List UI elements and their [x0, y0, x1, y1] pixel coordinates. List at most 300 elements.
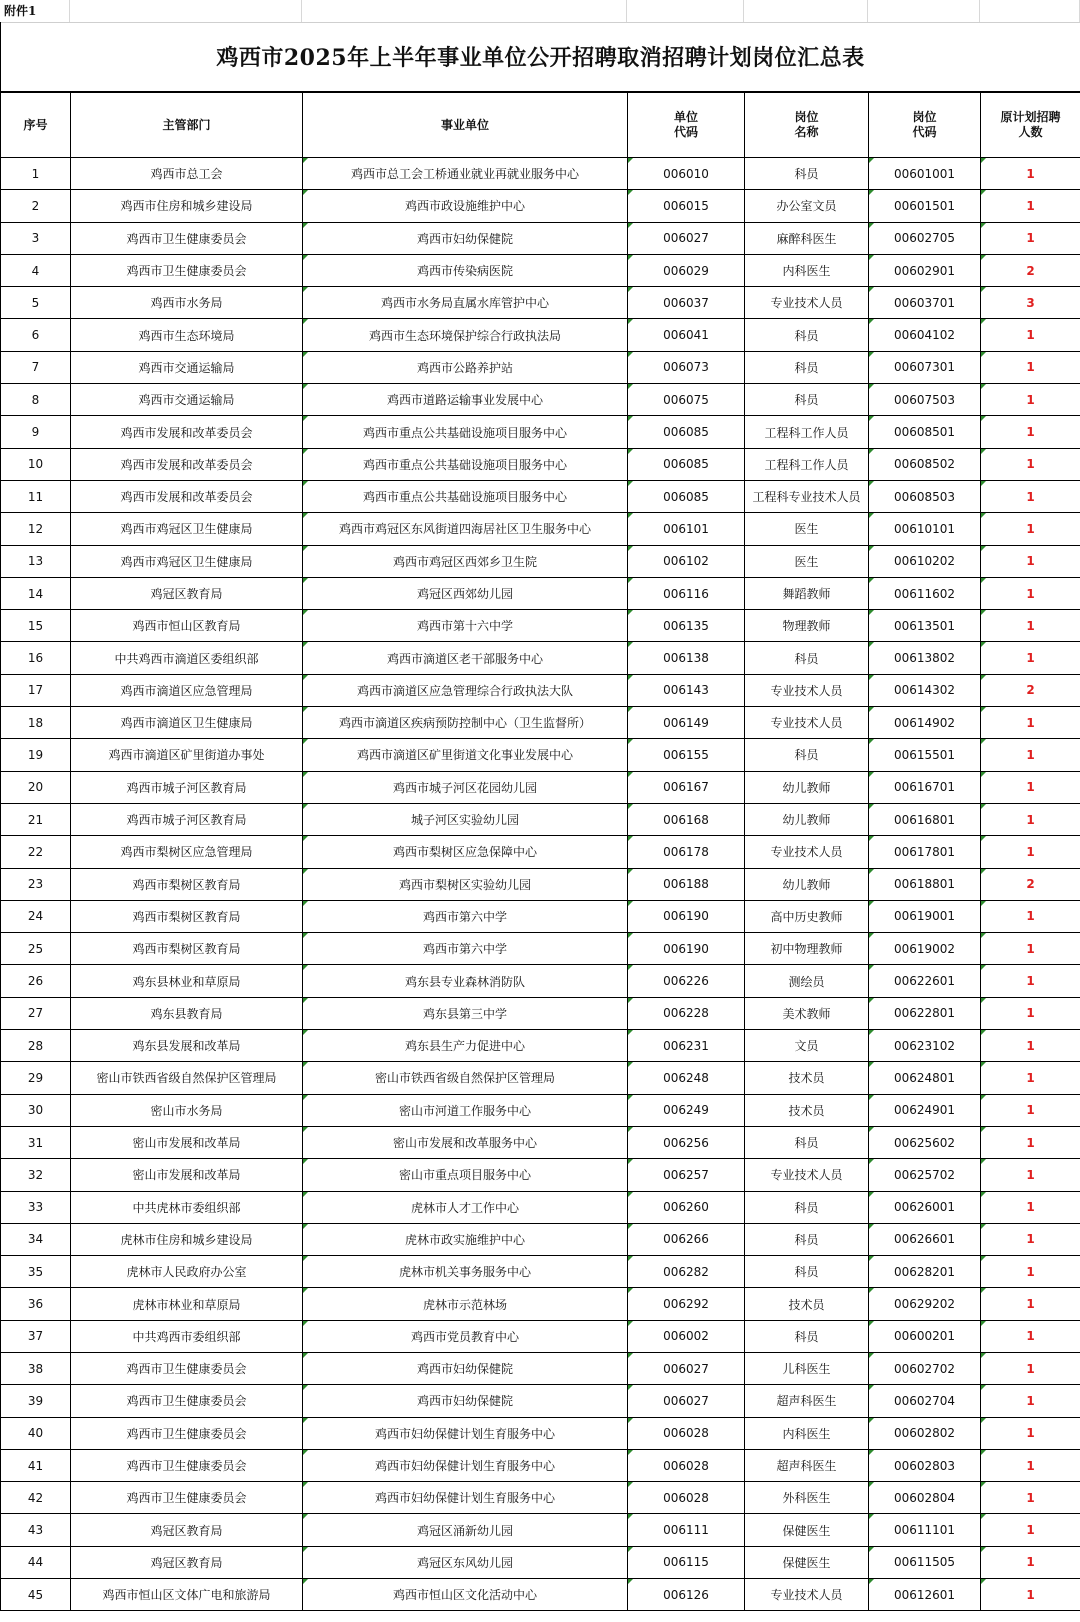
cell-dept: 鸡冠区教育局	[71, 577, 303, 609]
cell-post-code: 00603701	[869, 287, 981, 319]
cell-seq: 43	[1, 1514, 71, 1546]
cell-seq: 21	[1, 803, 71, 835]
table-row	[1, 513, 1080, 545]
cell-count: 1	[981, 1514, 1080, 1546]
header-post-code-line1: 岗位	[912, 110, 937, 124]
cell-post-name: 医生	[745, 545, 869, 577]
table-row	[1, 610, 1080, 642]
cell-seq: 12	[1, 513, 71, 545]
cell-dept: 中共鸡西市滴道区委组织部	[71, 642, 303, 674]
cell-unit-code: 006149	[628, 707, 745, 739]
cell-post-name: 科员	[745, 384, 869, 416]
cell-unit-code: 006073	[628, 351, 745, 383]
cell-post-name: 幼儿教师	[745, 771, 869, 803]
table-row	[1, 933, 1080, 965]
positions-table	[0, 92, 1080, 1611]
cell-count: 1	[981, 158, 1080, 190]
header-post-name	[745, 93, 869, 158]
cell-post-name: 高中历史教师	[745, 900, 869, 932]
cell-unit-code: 006135	[628, 610, 745, 642]
cell-post-name: 内科医生	[745, 254, 869, 286]
cell-seq: 8	[1, 384, 71, 416]
cell-count: 1	[981, 1288, 1080, 1320]
table-row	[1, 1094, 1080, 1126]
cell-unit-code: 006015	[628, 190, 745, 222]
cell-dept: 鸡西市城子河区教育局	[71, 803, 303, 835]
cell-unit: 鸡西市重点公共基础设施项目服务中心	[303, 448, 628, 480]
cell-dept: 鸡西市卫生健康委员会	[71, 1385, 303, 1417]
cell-post-name: 美术教师	[745, 997, 869, 1029]
cell-count: 1	[981, 771, 1080, 803]
header-count	[981, 93, 1080, 158]
cell-post-code: 00607301	[869, 351, 981, 383]
cell-unit-code: 006002	[628, 1320, 745, 1352]
cell-post-code: 00611505	[869, 1546, 981, 1578]
empty-cell	[868, 0, 980, 22]
header-unit-code-line1: 单位	[673, 110, 698, 124]
cell-unit: 鸡西市生态环境保护综合行政执法局	[303, 319, 628, 351]
header-post-code	[869, 93, 981, 158]
cell-seq: 42	[1, 1482, 71, 1514]
cell-count: 1	[981, 1094, 1080, 1126]
cell-post-code: 00608501	[869, 416, 981, 448]
cell-seq: 45	[1, 1579, 71, 1611]
cell-seq: 10	[1, 448, 71, 480]
cell-count: 1	[981, 480, 1080, 512]
cell-unit-code: 006085	[628, 480, 745, 512]
cell-count: 1	[981, 1062, 1080, 1094]
table-row	[1, 1191, 1080, 1223]
cell-dept: 鸡西市鸡冠区卫生健康局	[71, 513, 303, 545]
cell-dept: 中共鸡西市委组织部	[71, 1320, 303, 1352]
cell-seq: 17	[1, 674, 71, 706]
cell-count: 1	[981, 1352, 1080, 1384]
cell-post-name: 专业技术人员	[745, 1579, 869, 1611]
header-count-line2: 人数	[1018, 125, 1043, 139]
cell-dept: 鸡东县发展和改革局	[71, 1030, 303, 1062]
cell-post-name: 工程科专业技术人员	[745, 480, 869, 512]
table-row	[1, 868, 1080, 900]
cell-post-name: 幼儿教师	[745, 803, 869, 835]
header-seq: 序号	[1, 93, 71, 158]
cell-count: 1	[981, 642, 1080, 674]
cell-unit: 鸡西市水务局直属水库管护中心	[303, 287, 628, 319]
cell-dept: 密山市发展和改革局	[71, 1159, 303, 1191]
table-row	[1, 1159, 1080, 1191]
cell-count: 1	[981, 1579, 1080, 1611]
cell-dept: 虎林市林业和草原局	[71, 1288, 303, 1320]
header-unit-code-line2: 代码	[673, 125, 698, 139]
table-row	[1, 448, 1080, 480]
table-row	[1, 707, 1080, 739]
cell-count: 2	[981, 674, 1080, 706]
cell-seq: 3	[1, 222, 71, 254]
cell-unit-code: 006228	[628, 997, 745, 1029]
cell-dept: 鸡冠区教育局	[71, 1546, 303, 1578]
cell-count: 1	[981, 1417, 1080, 1449]
table-row	[1, 997, 1080, 1029]
cell-dept: 鸡西市城子河区教育局	[71, 771, 303, 803]
cell-seq: 36	[1, 1288, 71, 1320]
cell-unit-code: 006248	[628, 1062, 745, 1094]
cell-seq: 44	[1, 1546, 71, 1578]
cell-unit-code: 006028	[628, 1417, 745, 1449]
cell-unit-code: 006168	[628, 803, 745, 835]
cell-post-name: 技术员	[745, 1094, 869, 1126]
cell-unit-code: 006102	[628, 545, 745, 577]
cell-seq: 39	[1, 1385, 71, 1417]
cell-unit: 虎林市机关事务服务中心	[303, 1256, 628, 1288]
header-unit-code	[628, 93, 745, 158]
cell-count: 1	[981, 997, 1080, 1029]
cell-unit-code: 006292	[628, 1288, 745, 1320]
cell-unit-code: 006178	[628, 836, 745, 868]
cell-dept: 鸡西市滴道区矿里街道办事处	[71, 739, 303, 771]
title-row	[0, 22, 1080, 92]
cell-unit: 鸡西市妇幼保健院	[303, 1385, 628, 1417]
cell-unit: 鸡西市滴道区矿里街道文化事业发展中心	[303, 739, 628, 771]
cell-dept: 鸡西市鸡冠区卫生健康局	[71, 545, 303, 577]
cell-dept: 鸡西市卫生健康委员会	[71, 254, 303, 286]
cell-post-code: 00604102	[869, 319, 981, 351]
cell-dept: 鸡东县教育局	[71, 997, 303, 1029]
cell-dept: 鸡冠区教育局	[71, 1514, 303, 1546]
cell-dept: 鸡西市交通运输局	[71, 384, 303, 416]
cell-post-code: 00614302	[869, 674, 981, 706]
header-post-code-line2: 代码	[912, 125, 937, 139]
cell-dept: 鸡西市发展和改革委员会	[71, 416, 303, 448]
cell-unit-code: 006257	[628, 1159, 745, 1191]
table-row	[1, 1256, 1080, 1288]
cell-dept: 鸡西市卫生健康委员会	[71, 1352, 303, 1384]
cell-post-name: 科员	[745, 1256, 869, 1288]
cell-unit: 鸡西市梨树区应急保障中心	[303, 836, 628, 868]
cell-unit: 虎林市人才工作中心	[303, 1191, 628, 1223]
table-row	[1, 1126, 1080, 1158]
cell-unit: 鸡冠区西郊幼儿园	[303, 577, 628, 609]
cell-post-code: 00616701	[869, 771, 981, 803]
cell-unit-code: 006085	[628, 416, 745, 448]
cell-unit: 密山市河道工作服务中心	[303, 1094, 628, 1126]
cell-post-name: 医生	[745, 513, 869, 545]
cell-seq: 22	[1, 836, 71, 868]
annex-label: 附件1	[0, 0, 70, 22]
header-row	[1, 93, 1080, 158]
table-row	[1, 674, 1080, 706]
cell-post-code: 00626601	[869, 1223, 981, 1255]
cell-unit-code: 006027	[628, 1352, 745, 1384]
cell-count: 1	[981, 384, 1080, 416]
cell-post-name: 专业技术人员	[745, 674, 869, 706]
cell-post-code: 00624901	[869, 1094, 981, 1126]
cell-count: 1	[981, 351, 1080, 383]
cell-dept: 鸡西市卫生健康委员会	[71, 1417, 303, 1449]
cell-seq: 2	[1, 190, 71, 222]
table-row	[1, 642, 1080, 674]
cell-dept: 鸡西市滴道区卫生健康局	[71, 707, 303, 739]
cell-post-code: 00619001	[869, 900, 981, 932]
table-row	[1, 158, 1080, 190]
table-row	[1, 836, 1080, 868]
table-row	[1, 803, 1080, 835]
cell-dept: 鸡西市总工会	[71, 158, 303, 190]
cell-count: 1	[981, 1449, 1080, 1481]
cell-post-name: 物理教师	[745, 610, 869, 642]
table-row	[1, 1288, 1080, 1320]
cell-count: 1	[981, 416, 1080, 448]
cell-unit: 鸡西市梨树区实验幼儿园	[303, 868, 628, 900]
cell-dept: 鸡西市梨树区教育局	[71, 933, 303, 965]
page-title: 鸡西市2025年上半年事业单位公开招聘取消招聘计划岗位汇总表	[216, 45, 865, 71]
cell-unit: 鸡西市妇幼保健计划生育服务中心	[303, 1449, 628, 1481]
cell-unit-code: 006010	[628, 158, 745, 190]
table-row	[1, 416, 1080, 448]
cell-unit-code: 006126	[628, 1579, 745, 1611]
cell-unit-code: 006266	[628, 1223, 745, 1255]
cell-count: 1	[981, 319, 1080, 351]
table-row	[1, 351, 1080, 383]
cell-seq: 20	[1, 771, 71, 803]
cell-unit-code: 006190	[628, 933, 745, 965]
cell-count: 1	[981, 190, 1080, 222]
cell-post-name: 专业技术人员	[745, 707, 869, 739]
cell-post-code: 00617801	[869, 836, 981, 868]
cell-dept: 鸡西市水务局	[71, 287, 303, 319]
cell-seq: 11	[1, 480, 71, 512]
cell-post-name: 专业技术人员	[745, 287, 869, 319]
header-post-name-line2: 名称	[794, 125, 819, 139]
cell-unit-code: 006143	[628, 674, 745, 706]
cell-unit-code: 006041	[628, 319, 745, 351]
cell-post-code: 00629202	[869, 1288, 981, 1320]
cell-unit: 鸡西市公路养护站	[303, 351, 628, 383]
cell-seq: 15	[1, 610, 71, 642]
cell-seq: 31	[1, 1126, 71, 1158]
cell-unit-code: 006085	[628, 448, 745, 480]
table-row	[1, 1320, 1080, 1352]
cell-post-name: 科员	[745, 158, 869, 190]
cell-count: 1	[981, 739, 1080, 771]
cell-count: 2	[981, 868, 1080, 900]
cell-unit-code: 006027	[628, 1385, 745, 1417]
cell-post-code: 00623102	[869, 1030, 981, 1062]
cell-count: 1	[981, 803, 1080, 835]
cell-unit: 鸡西市道路运输事业发展中心	[303, 384, 628, 416]
table-row	[1, 545, 1080, 577]
cell-post-name: 科员	[745, 739, 869, 771]
cell-post-code: 00601501	[869, 190, 981, 222]
annex-row	[0, 0, 1080, 23]
cell-unit: 虎林市政实施维护中心	[303, 1223, 628, 1255]
cell-unit-code: 006111	[628, 1514, 745, 1546]
table-row	[1, 1482, 1080, 1514]
cell-post-name: 超声科医生	[745, 1385, 869, 1417]
empty-cell	[302, 0, 627, 22]
cell-count: 1	[981, 1546, 1080, 1578]
cell-unit: 鸡东县第三中学	[303, 997, 628, 1029]
cell-count: 1	[981, 900, 1080, 932]
cell-count: 1	[981, 1385, 1080, 1417]
cell-count: 1	[981, 1223, 1080, 1255]
cell-unit: 鸡西市妇幼保健计划生育服务中心	[303, 1482, 628, 1514]
table-row	[1, 287, 1080, 319]
table-row	[1, 739, 1080, 771]
cell-post-name: 保健医生	[745, 1514, 869, 1546]
cell-unit-code: 006116	[628, 577, 745, 609]
cell-unit-code: 006138	[628, 642, 745, 674]
cell-dept: 鸡西市发展和改革委员会	[71, 480, 303, 512]
cell-post-name: 初中物理教师	[745, 933, 869, 965]
cell-dept: 鸡西市恒山区教育局	[71, 610, 303, 642]
cell-dept: 鸡西市恒山区文体广电和旅游局	[71, 1579, 303, 1611]
cell-post-name: 专业技术人员	[745, 836, 869, 868]
empty-cell	[627, 0, 744, 22]
cell-post-code: 00602702	[869, 1352, 981, 1384]
cell-seq: 41	[1, 1449, 71, 1481]
table-row	[1, 1385, 1080, 1417]
cell-post-code: 00602901	[869, 254, 981, 286]
cell-unit-code: 006190	[628, 900, 745, 932]
cell-seq: 30	[1, 1094, 71, 1126]
cell-seq: 33	[1, 1191, 71, 1223]
cell-count: 1	[981, 610, 1080, 642]
table-row	[1, 1514, 1080, 1546]
cell-unit-code: 006029	[628, 254, 745, 286]
cell-unit-code: 006249	[628, 1094, 745, 1126]
cell-post-name: 科员	[745, 351, 869, 383]
table-row	[1, 900, 1080, 932]
cell-post-code: 00624801	[869, 1062, 981, 1094]
cell-dept: 鸡西市生态环境局	[71, 319, 303, 351]
cell-seq: 1	[1, 158, 71, 190]
cell-count: 1	[981, 1320, 1080, 1352]
cell-post-name: 科员	[745, 1320, 869, 1352]
cell-count: 1	[981, 513, 1080, 545]
cell-unit: 鸡西市第十六中学	[303, 610, 628, 642]
cell-post-code: 00622801	[869, 997, 981, 1029]
cell-count: 1	[981, 1191, 1080, 1223]
cell-seq: 4	[1, 254, 71, 286]
cell-unit: 密山市发展和改革服务中心	[303, 1126, 628, 1158]
cell-unit: 鸡西市党员教育中心	[303, 1320, 628, 1352]
cell-post-code: 00616801	[869, 803, 981, 835]
cell-dept: 鸡西市梨树区应急管理局	[71, 836, 303, 868]
cell-count: 1	[981, 577, 1080, 609]
cell-unit: 虎林市示范林场	[303, 1288, 628, 1320]
cell-post-code: 00608502	[869, 448, 981, 480]
cell-post-name: 超声科医生	[745, 1449, 869, 1481]
table-row	[1, 965, 1080, 997]
empty-cell	[980, 0, 1080, 22]
cell-unit-code: 006260	[628, 1191, 745, 1223]
cell-dept: 鸡东县林业和草原局	[71, 965, 303, 997]
cell-dept: 中共虎林市委组织部	[71, 1191, 303, 1223]
cell-post-name: 技术员	[745, 1288, 869, 1320]
cell-post-code: 00607503	[869, 384, 981, 416]
cell-dept: 鸡西市发展和改革委员会	[71, 448, 303, 480]
cell-seq: 26	[1, 965, 71, 997]
cell-unit-code: 006167	[628, 771, 745, 803]
cell-seq: 34	[1, 1223, 71, 1255]
table-row	[1, 1579, 1080, 1611]
cell-unit-code: 006115	[628, 1546, 745, 1578]
cell-count: 1	[981, 707, 1080, 739]
cell-unit: 鸡西市重点公共基础设施项目服务中心	[303, 480, 628, 512]
cell-unit: 城子河区实验幼儿园	[303, 803, 628, 835]
cell-dept: 密山市铁西省级自然保护区管理局	[71, 1062, 303, 1094]
header-post-name-line1: 岗位	[794, 110, 819, 124]
cell-dept: 密山市发展和改革局	[71, 1126, 303, 1158]
cell-unit-code: 006028	[628, 1482, 745, 1514]
cell-seq: 25	[1, 933, 71, 965]
header-dept: 主管部门	[71, 93, 303, 158]
cell-post-code: 00602804	[869, 1482, 981, 1514]
cell-post-code: 00613501	[869, 610, 981, 642]
cell-unit-code: 006231	[628, 1030, 745, 1062]
cell-unit-code: 006155	[628, 739, 745, 771]
cell-unit: 鸡西市恒山区文化活动中心	[303, 1579, 628, 1611]
cell-unit-code: 006028	[628, 1449, 745, 1481]
cell-unit: 鸡西市政设施维护中心	[303, 190, 628, 222]
cell-post-code: 00600201	[869, 1320, 981, 1352]
cell-unit: 鸡西市传染病医院	[303, 254, 628, 286]
cell-post-name: 科员	[745, 1126, 869, 1158]
cell-post-name: 保健医生	[745, 1546, 869, 1578]
cell-count: 1	[981, 222, 1080, 254]
cell-post-code: 00608503	[869, 480, 981, 512]
cell-post-code: 00602802	[869, 1417, 981, 1449]
cell-post-code: 00611101	[869, 1514, 981, 1546]
cell-unit-code: 006037	[628, 287, 745, 319]
cell-seq: 29	[1, 1062, 71, 1094]
cell-count: 1	[981, 1159, 1080, 1191]
cell-post-name: 幼儿教师	[745, 868, 869, 900]
cell-unit: 鸡西市妇幼保健院	[303, 1352, 628, 1384]
cell-unit: 密山市铁西省级自然保护区管理局	[303, 1062, 628, 1094]
cell-post-code: 00615501	[869, 739, 981, 771]
cell-post-name: 麻醉科医生	[745, 222, 869, 254]
cell-post-code: 00601001	[869, 158, 981, 190]
cell-seq: 35	[1, 1256, 71, 1288]
table-row	[1, 577, 1080, 609]
cell-count: 1	[981, 965, 1080, 997]
cell-count: 1	[981, 933, 1080, 965]
cell-count: 2	[981, 254, 1080, 286]
cell-dept: 虎林市住房和城乡建设局	[71, 1223, 303, 1255]
cell-count: 1	[981, 836, 1080, 868]
cell-post-code: 00611602	[869, 577, 981, 609]
cell-seq: 23	[1, 868, 71, 900]
table-row	[1, 222, 1080, 254]
cell-count: 3	[981, 287, 1080, 319]
cell-dept: 鸡西市梨树区教育局	[71, 900, 303, 932]
cell-post-name: 专业技术人员	[745, 1159, 869, 1191]
cell-unit: 鸡东县生产力促进中心	[303, 1030, 628, 1062]
cell-seq: 18	[1, 707, 71, 739]
cell-seq: 24	[1, 900, 71, 932]
cell-unit-code: 006101	[628, 513, 745, 545]
cell-seq: 9	[1, 416, 71, 448]
table-row	[1, 1223, 1080, 1255]
cell-post-code: 00602803	[869, 1449, 981, 1481]
cell-unit: 鸡西市总工会工桥通业就业再就业服务中心	[303, 158, 628, 190]
cell-seq: 32	[1, 1159, 71, 1191]
cell-seq: 40	[1, 1417, 71, 1449]
table-row	[1, 319, 1080, 351]
cell-post-name: 科员	[745, 642, 869, 674]
cell-post-name: 技术员	[745, 1062, 869, 1094]
cell-post-name: 科员	[745, 1223, 869, 1255]
